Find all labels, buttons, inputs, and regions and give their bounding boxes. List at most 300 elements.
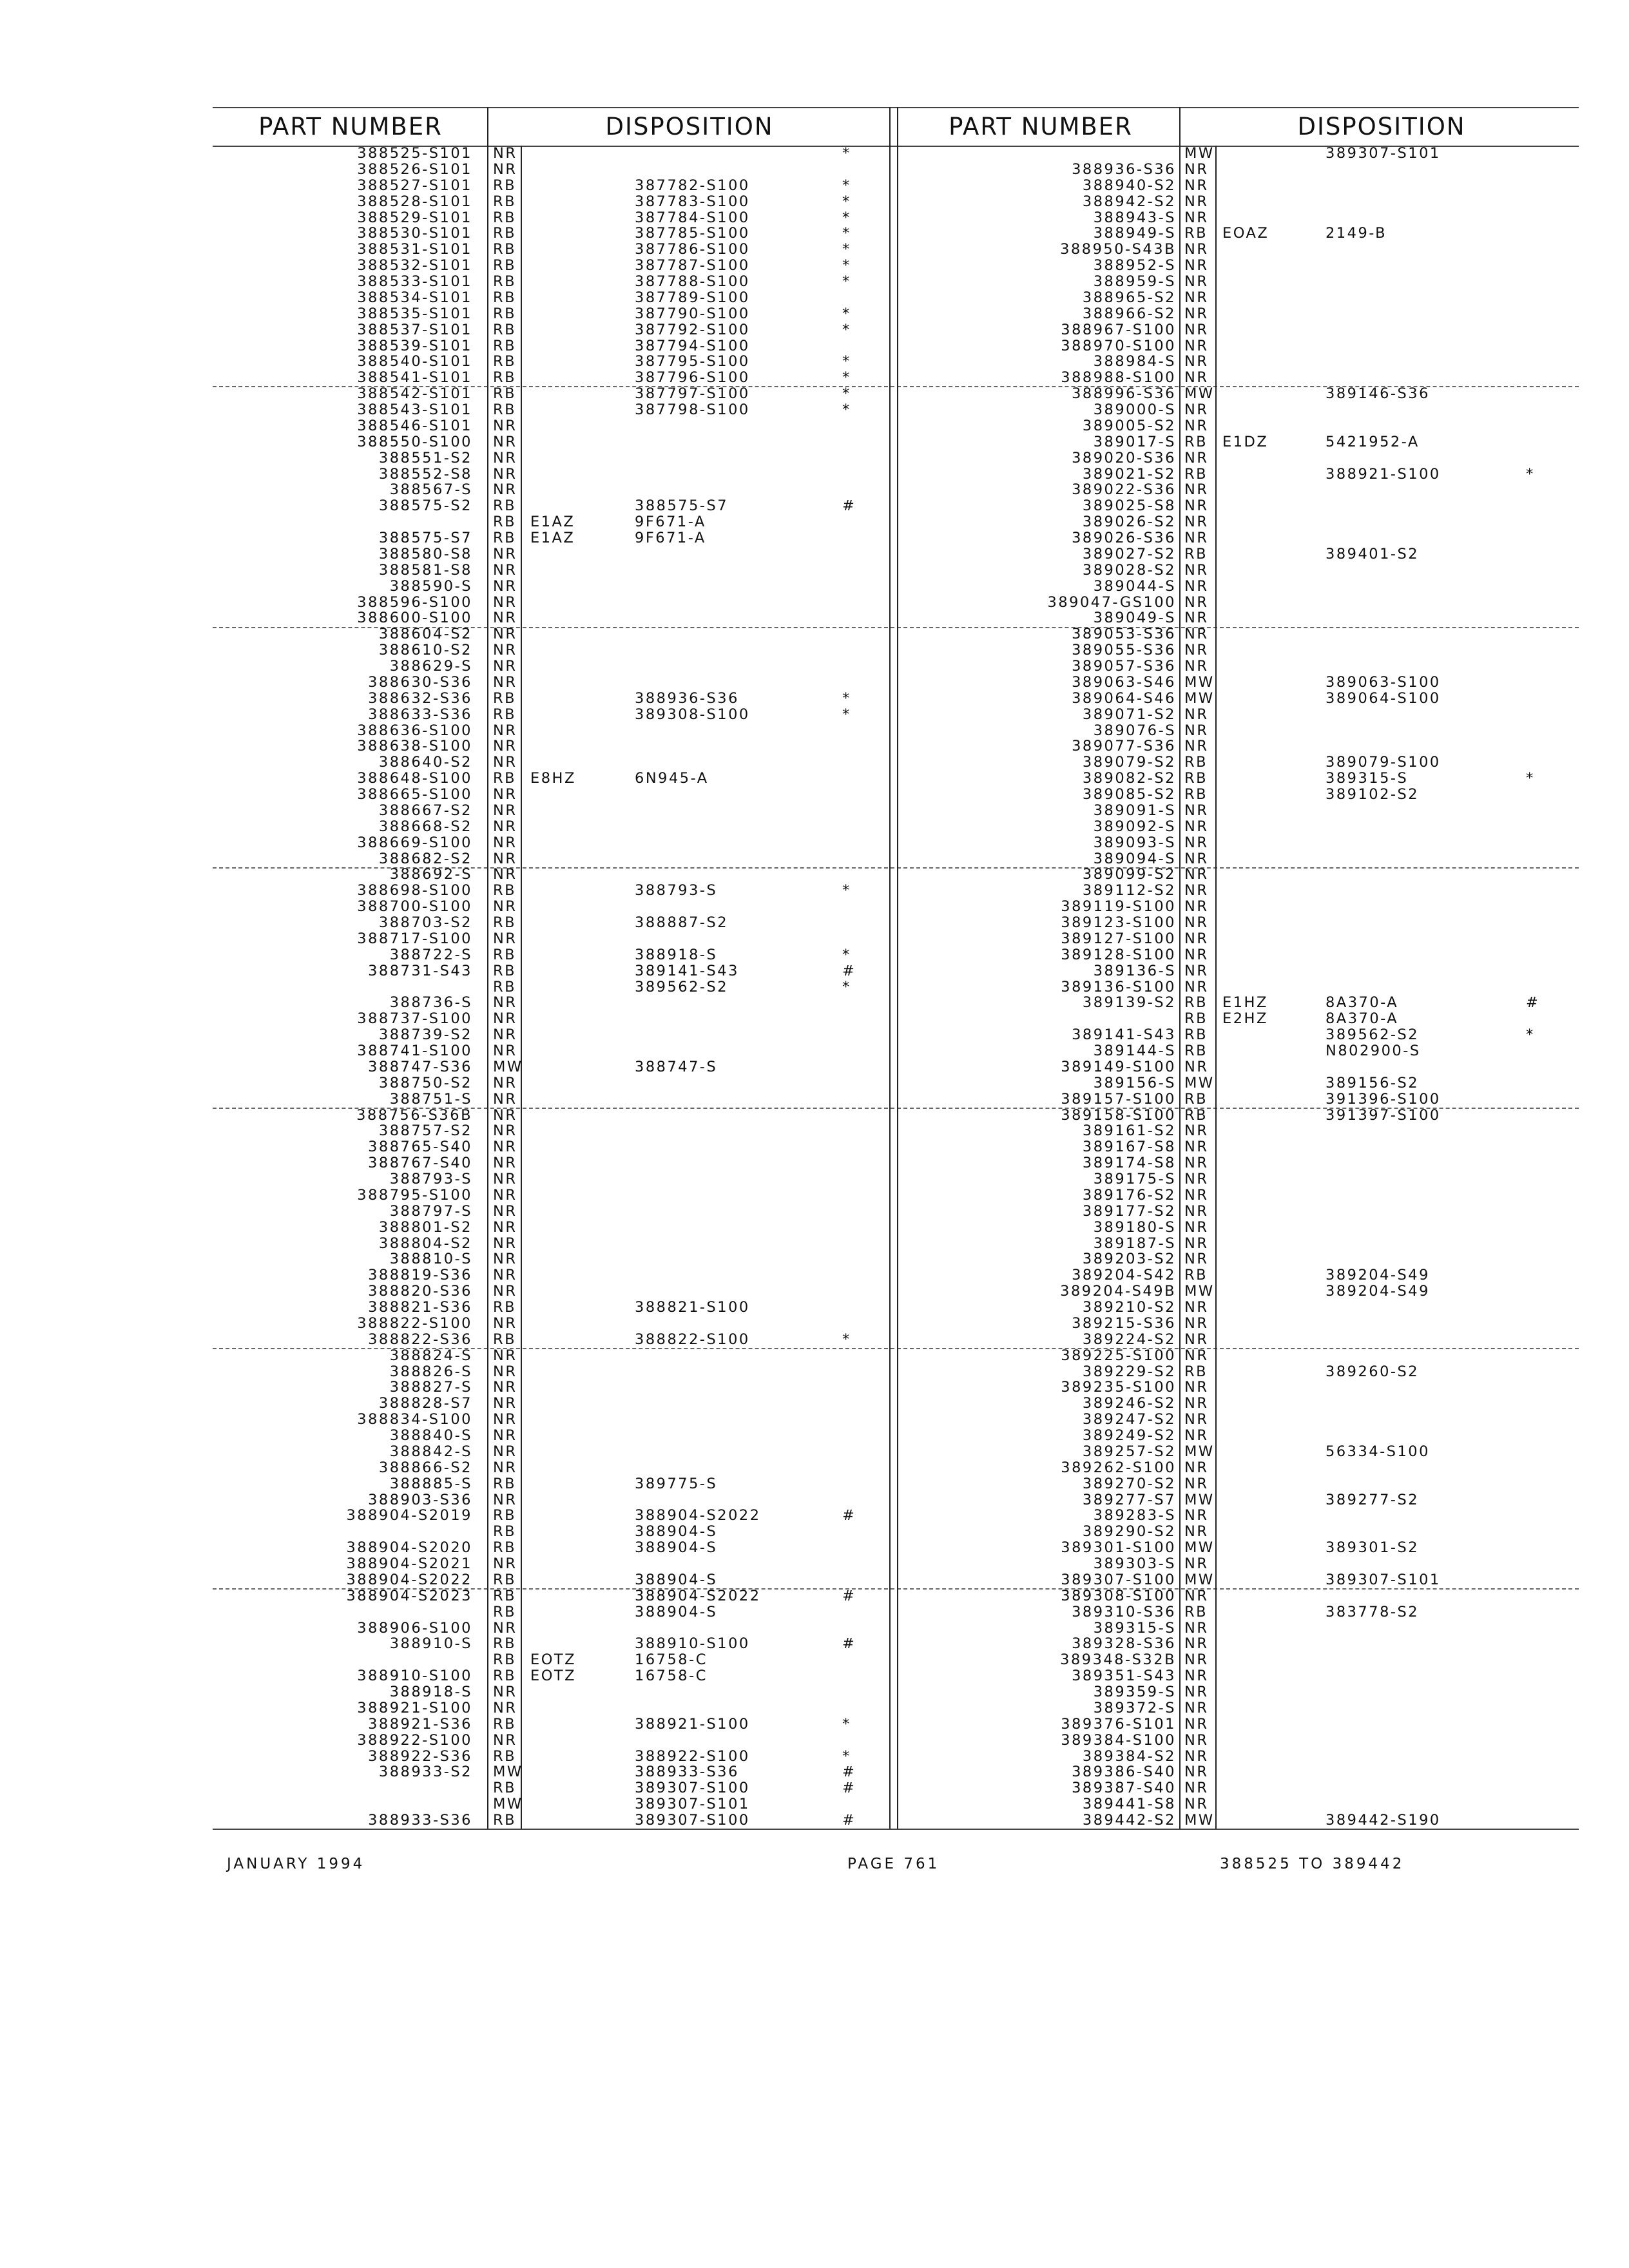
disposition-type-cell: RB: [1184, 1603, 1208, 1620]
disposition-type-cell: RB: [1184, 1010, 1208, 1028]
part-number-cell: 388828-S7: [378, 1395, 472, 1412]
note-mark-cell: #: [842, 962, 856, 979]
replacement-part-cell: 16758-C: [635, 1651, 708, 1669]
disposition-type-cell: RB: [493, 321, 517, 338]
table-row: [0, 194, 1629, 210]
disposition-type-cell: MW: [1184, 1443, 1215, 1460]
part-number-cell: 388885-S: [389, 1475, 472, 1492]
part-number-cell: 389027-S2: [1082, 545, 1176, 562]
replacement-part-cell: 387783-S100: [635, 193, 750, 210]
disposition-type-cell: NR: [1184, 577, 1209, 595]
disposition-type-cell: MW: [1184, 1074, 1215, 1091]
note-mark-cell: *: [842, 689, 851, 707]
disposition-type-cell: NR: [493, 1314, 517, 1332]
disposition-type-cell: NR: [1184, 1251, 1209, 1268]
table-row: [0, 691, 1629, 707]
disposition-type-cell: NR: [1184, 273, 1209, 290]
table-row: [0, 290, 1629, 306]
disposition-type-cell: RB: [493, 385, 517, 403]
disposition-type-cell: NR: [1184, 417, 1209, 434]
part-number-cell: 389307-S100: [1061, 1571, 1176, 1588]
disposition-type-cell: NR: [493, 1155, 517, 1172]
part-number-cell: 389094-S: [1093, 850, 1176, 867]
disposition-type-cell: NR: [1184, 722, 1209, 739]
replacement-part-cell: 387798-S100: [635, 401, 750, 418]
replacement-part-cell: 388747-S: [635, 1058, 718, 1075]
note-mark-cell: #: [1526, 994, 1540, 1012]
disposition-type-cell: NR: [493, 1122, 517, 1140]
part-number-cell: 388737-S100: [357, 1010, 472, 1028]
right-part-number-header: PART NUMBER: [949, 112, 1133, 140]
replacement-part-cell: 391396-S100: [1325, 1090, 1441, 1108]
note-mark-cell: #: [842, 1507, 856, 1524]
part-number-cell: 388736-S: [389, 994, 472, 1012]
disposition-type-cell: RB: [1184, 770, 1208, 787]
disposition-type-cell: NR: [493, 1171, 517, 1187]
disposition-type-cell: NR: [493, 930, 517, 947]
part-number-cell: 389204-S42: [1072, 1267, 1176, 1284]
table-row: [0, 1508, 1629, 1524]
replacement-part-cell: 387782-S100: [635, 177, 750, 194]
part-number-cell: 389384-S2: [1082, 1747, 1176, 1765]
part-number-cell: 388822-S36: [368, 1331, 472, 1348]
part-number-cell: 389092-S: [1093, 818, 1176, 835]
part-number-cell: 389091-S: [1093, 802, 1176, 819]
note-mark-cell: #: [842, 1763, 856, 1781]
note-mark-cell: *: [842, 305, 851, 322]
part-number-cell: 389044-S: [1093, 577, 1176, 595]
disposition-type-cell: NR: [493, 1106, 517, 1124]
part-number-cell: 389187-S: [1093, 1235, 1176, 1252]
disposition-type-cell: RB: [493, 1603, 517, 1620]
part-number-cell: 389176-S2: [1082, 1186, 1176, 1204]
part-number-cell: 389229-S2: [1082, 1363, 1176, 1380]
table-row: [0, 1780, 1629, 1796]
table-row: [0, 610, 1629, 626]
disposition-type-cell: NR: [493, 1427, 517, 1444]
part-number-cell: 389386-S40: [1072, 1763, 1176, 1781]
part-number-cell: 389141-S43: [1072, 1026, 1176, 1044]
replacement-part-cell: 387784-S100: [635, 209, 750, 226]
table-row: [0, 1396, 1629, 1412]
replacement-part-cell: 389063-S100: [1325, 673, 1441, 691]
disposition-type-cell: NR: [493, 658, 517, 675]
disposition-type-cell: NR: [493, 145, 517, 162]
table-row: [0, 915, 1629, 931]
disposition-type-cell: RB: [1184, 1363, 1208, 1380]
part-number-cell: 388527-S101: [357, 177, 472, 194]
part-number-cell: 389246-S2: [1082, 1395, 1176, 1412]
part-number-cell: 389308-S100: [1061, 1587, 1176, 1604]
part-number-cell: 388546-S101: [357, 417, 472, 434]
table-row: [0, 819, 1629, 835]
disposition-type-cell: NR: [1184, 930, 1209, 947]
part-number-cell: 389139-S2: [1082, 994, 1176, 1012]
part-number-cell: 389175-S: [1093, 1171, 1176, 1187]
note-mark-cell: *: [1526, 770, 1535, 787]
replacement-part-cell: 56334-S100: [1325, 1443, 1430, 1460]
part-number-cell: 389359-S: [1093, 1684, 1176, 1700]
disposition-type-cell: NR: [493, 1731, 517, 1749]
table-row: [0, 162, 1629, 178]
part-number-cell: 389387-S40: [1072, 1780, 1176, 1797]
replacement-part-cell: 8A370-A: [1325, 1010, 1399, 1028]
disposition-type-cell: NR: [493, 818, 517, 835]
part-number-cell: 389177-S2: [1082, 1202, 1176, 1220]
disposition-type-cell: NR: [493, 1026, 517, 1044]
table-row: [0, 738, 1629, 754]
disposition-type-cell: RB: [493, 770, 517, 787]
part-number-cell: 388539-S101: [357, 337, 472, 354]
part-number-cell: 388632-S36: [368, 689, 472, 707]
replacement-part-cell: 389307-S101: [1325, 145, 1441, 162]
disposition-type-cell: NR: [1184, 962, 1209, 979]
disposition-type-cell: NR: [1184, 1171, 1209, 1187]
disposition-type-cell: RB: [493, 1475, 517, 1492]
disposition-type-cell: RB: [1184, 786, 1208, 803]
disposition-type-cell: RB: [493, 1571, 517, 1588]
part-number-cell: 389247-S2: [1082, 1411, 1176, 1428]
disposition-type-cell: RB: [1184, 994, 1208, 1012]
replacement-part-cell: 389156-S2: [1325, 1074, 1420, 1091]
part-number-cell: 388921-S36: [368, 1715, 472, 1733]
replacement-part-cell: 388904-S: [635, 1539, 718, 1557]
disposition-type-cell: RB: [493, 1587, 517, 1604]
disposition-type-cell: NR: [1184, 1186, 1209, 1204]
disposition-type-cell: NR: [493, 1347, 517, 1364]
disposition-type-cell: NR: [493, 626, 517, 643]
disposition-type-cell: NR: [493, 1090, 517, 1108]
note-mark-cell: *: [842, 321, 851, 338]
disposition-type-cell: NR: [1184, 1507, 1209, 1524]
disposition-type-cell: RB: [493, 193, 517, 210]
part-number-cell: 388596-S100: [357, 593, 472, 611]
disposition-type-cell: RB: [493, 209, 517, 226]
part-number-cell: 388940-S2: [1082, 177, 1176, 194]
disposition-type-cell: RB: [493, 225, 517, 242]
replacement-part-cell: 389307-S100: [635, 1812, 750, 1829]
part-number-cell: 389025-S8: [1082, 497, 1176, 515]
part-number-cell: 388722-S: [389, 946, 472, 963]
disposition-type-cell: NR: [493, 545, 517, 562]
table-row: [0, 1476, 1629, 1492]
disposition-type-cell: RB: [493, 689, 517, 707]
note-mark-cell: *: [842, 706, 851, 723]
disposition-code-cell: EOAZ: [1222, 225, 1269, 242]
table-row: [0, 1123, 1629, 1139]
replacement-part-cell: 388933-S36: [635, 1763, 739, 1781]
disposition-type-cell: RB: [1184, 225, 1208, 242]
disposition-type-cell: NR: [1184, 1299, 1209, 1316]
disposition-type-cell: NR: [493, 1459, 517, 1476]
table-row: [0, 595, 1629, 611]
part-number-cell: 388551-S2: [378, 449, 472, 466]
table-row: [0, 1364, 1629, 1380]
replacement-part-cell: 389315-S: [1325, 770, 1409, 787]
disposition-type-cell: NR: [493, 1411, 517, 1428]
disposition-type-cell: RB: [493, 337, 517, 354]
disposition-code-cell: E8HZ: [530, 770, 576, 787]
part-number-cell: 388804-S2: [378, 1235, 472, 1252]
disposition-type-cell: NR: [1184, 1796, 1209, 1813]
part-number-cell: 389079-S2: [1082, 754, 1176, 771]
replacement-part-cell: 389277-S2: [1325, 1491, 1420, 1508]
disposition-type-cell: NR: [1184, 593, 1209, 611]
part-number-cell: 389055-S36: [1072, 642, 1176, 659]
part-number-cell: 388921-S100: [357, 1699, 472, 1716]
table-row: [0, 803, 1629, 819]
right-disposition-header: DISPOSITION: [1297, 112, 1466, 140]
disposition-type-cell: NR: [1184, 818, 1209, 835]
table-row: [0, 1636, 1629, 1652]
part-number-cell: 389310-S36: [1072, 1603, 1176, 1620]
part-number-cell: 388810-S: [389, 1251, 472, 1268]
table-row: [0, 226, 1629, 242]
disposition-type-cell: NR: [1184, 1347, 1209, 1364]
note-mark-cell: *: [842, 978, 851, 995]
replacement-part-cell: 388921-S100: [635, 1715, 750, 1733]
disposition-type-cell: RB: [1184, 754, 1208, 771]
disposition-type-cell: NR: [493, 1186, 517, 1204]
part-number-cell: 388949-S: [1093, 225, 1176, 242]
disposition-type-cell: NR: [1184, 1523, 1209, 1541]
part-number-cell: 389136-S100: [1061, 978, 1176, 995]
disposition-type-cell: NR: [493, 1267, 517, 1284]
part-number-cell: 388668-S2: [378, 818, 472, 835]
disposition-type-cell: NR: [1184, 1459, 1209, 1476]
part-number-cell: 388959-S: [1093, 273, 1176, 290]
disposition-type-cell: NR: [1184, 1731, 1209, 1749]
disposition-type-cell: RB: [493, 369, 517, 387]
replacement-part-cell: 389307-S101: [635, 1796, 750, 1813]
footer-date: JANUARY 1994: [227, 1856, 365, 1872]
table-row: [0, 1428, 1629, 1444]
disposition-type-cell: RB: [493, 1651, 517, 1669]
replacement-part-cell: 388921-S100: [1325, 465, 1441, 483]
disposition-type-cell: RB: [493, 1667, 517, 1685]
part-number-cell: 388933-S2: [378, 1763, 472, 1781]
table-row: [0, 1749, 1629, 1765]
disposition-type-cell: NR: [1184, 1395, 1209, 1412]
disposition-type-cell: RB: [1184, 545, 1208, 562]
part-number-cell: 388747-S36: [368, 1058, 472, 1075]
part-number-cell: 388824-S: [389, 1347, 472, 1364]
replacement-part-cell: 389775-S: [635, 1475, 718, 1492]
part-number-cell: 389082-S2: [1082, 770, 1176, 787]
disposition-type-cell: RB: [493, 914, 517, 931]
disposition-type-cell: RB: [1184, 465, 1208, 483]
table-row: [0, 210, 1629, 226]
disposition-code-cell: E1AZ: [530, 514, 575, 531]
table-row: [0, 1348, 1629, 1364]
table-row: [0, 338, 1629, 354]
table-row: [0, 1075, 1629, 1091]
disposition-type-cell: NR: [493, 1235, 517, 1252]
part-number-cell: 389149-S100: [1061, 1058, 1176, 1075]
disposition-type-cell: RB: [493, 353, 517, 370]
disposition-type-cell: RB: [493, 946, 517, 963]
disposition-type-cell: NR: [1184, 481, 1209, 499]
part-number-cell: 388525-S101: [357, 145, 472, 162]
part-number-cell: 389203-S2: [1082, 1251, 1176, 1268]
part-number-cell: 388904-S2020: [346, 1539, 472, 1557]
replacement-part-cell: 387788-S100: [635, 273, 750, 290]
replacement-part-cell: 16758-C: [635, 1667, 708, 1685]
part-number-cell: 389017-S: [1093, 433, 1176, 450]
disposition-type-cell: NR: [1184, 514, 1209, 531]
disposition-type-cell: MW: [1184, 673, 1215, 691]
disposition-type-cell: NR: [1184, 1684, 1209, 1700]
disposition-type-cell: MW: [493, 1763, 523, 1781]
part-number-cell: 388903-S36: [368, 1491, 472, 1508]
disposition-type-cell: NR: [1184, 160, 1209, 178]
table-row: [0, 1572, 1629, 1588]
note-mark-cell: #: [842, 1780, 856, 1797]
disposition-type-cell: NR: [1184, 978, 1209, 995]
part-number-cell: 388801-S2: [378, 1218, 472, 1236]
table-row: [0, 771, 1629, 787]
disposition-type-cell: NR: [493, 1043, 517, 1059]
disposition-type-cell: NR: [1184, 1331, 1209, 1348]
disposition-type-cell: MW: [1184, 689, 1215, 707]
part-number-cell: 389049-S: [1093, 610, 1176, 627]
note-mark-cell: *: [842, 257, 851, 274]
disposition-type-cell: NR: [493, 1684, 517, 1700]
part-number-cell: 388988-S100: [1061, 369, 1176, 387]
part-number-cell: 388984-S: [1093, 353, 1176, 370]
disposition-type-cell: NR: [1184, 914, 1209, 931]
disposition-type-cell: NR: [1184, 1122, 1209, 1140]
table-row: [0, 963, 1629, 979]
part-number-cell: 388531-S101: [357, 241, 472, 258]
replacement-part-cell: 388904-S2022: [635, 1507, 761, 1524]
part-number-cell: 389262-S100: [1061, 1459, 1176, 1476]
disposition-type-cell: NR: [493, 1363, 517, 1380]
disposition-type-cell: NR: [493, 1074, 517, 1091]
disposition-type-cell: RB: [493, 514, 517, 531]
replacement-part-cell: 389301-S2: [1325, 1539, 1420, 1557]
disposition-type-cell: NR: [1184, 209, 1209, 226]
part-number-cell: 389224-S2: [1082, 1331, 1176, 1348]
disposition-type-cell: RB: [493, 1635, 517, 1653]
disposition-type-cell: NR: [1184, 738, 1209, 755]
disposition-type-cell: NR: [1184, 1314, 1209, 1332]
part-number-cell: 388530-S101: [357, 225, 472, 242]
disposition-code-cell: E1AZ: [530, 530, 575, 546]
note-mark-cell: *: [842, 1715, 851, 1733]
part-number-cell: 388950-S43B: [1060, 241, 1176, 258]
disposition-type-cell: NR: [1184, 1379, 1209, 1396]
disposition-type-cell: NR: [493, 1491, 517, 1508]
part-number-cell: 389351-S43: [1072, 1667, 1176, 1685]
disposition-type-cell: NR: [1184, 289, 1209, 306]
disposition-type-cell: NR: [1184, 642, 1209, 659]
disposition-type-cell: NR: [493, 850, 517, 867]
replacement-part-cell: 388887-S2: [635, 914, 729, 931]
replacement-part-cell: 389562-S2: [1325, 1026, 1420, 1044]
disposition-type-cell: NR: [1184, 353, 1209, 370]
disposition-type-cell: NR: [1184, 658, 1209, 675]
part-number-cell: 388967-S100: [1061, 321, 1176, 338]
disposition-type-cell: RB: [493, 289, 517, 306]
replacement-part-cell: 388922-S100: [635, 1747, 750, 1765]
part-number-cell: 389157-S100: [1061, 1090, 1176, 1108]
part-number-cell: 388795-S100: [357, 1186, 472, 1204]
part-number-cell: 388904-S2023: [346, 1587, 472, 1604]
disposition-type-cell: NR: [493, 449, 517, 466]
replacement-part-cell: 383778-S2: [1325, 1603, 1420, 1620]
note-mark-cell: *: [842, 225, 851, 242]
disposition-code-cell: E2HZ: [1222, 1010, 1268, 1028]
part-number-cell: 388692-S: [389, 866, 472, 883]
replacement-part-cell: 9F671-A: [635, 530, 706, 546]
disposition-type-cell: MW: [1184, 385, 1215, 403]
disposition-type-cell: NR: [1184, 610, 1209, 627]
part-number-cell: 388542-S101: [357, 385, 472, 403]
part-number-cell: 389225-S100: [1061, 1347, 1176, 1364]
replacement-part-cell: 387792-S100: [635, 321, 750, 338]
disposition-type-cell: NR: [1184, 1155, 1209, 1172]
disposition-type-cell: NR: [493, 1010, 517, 1028]
disposition-type-cell: NR: [1184, 946, 1209, 963]
part-number-cell: 389022-S36: [1072, 481, 1176, 499]
part-number-cell: 389174-S8: [1082, 1155, 1176, 1172]
note-mark-cell: *: [842, 177, 851, 194]
disposition-type-cell: NR: [1184, 1635, 1209, 1653]
table-row: [0, 723, 1629, 739]
note-mark-cell: *: [1526, 465, 1535, 483]
note-mark-cell: *: [1526, 1026, 1535, 1044]
disposition-type-cell: NR: [493, 1395, 517, 1412]
part-number-cell: 388532-S101: [357, 257, 472, 274]
table-row: [0, 658, 1629, 675]
disposition-type-cell: NR: [493, 433, 517, 450]
part-number-cell: 388827-S: [389, 1379, 472, 1396]
part-number-cell: 389384-S100: [1061, 1731, 1176, 1749]
disposition-type-cell: NR: [1184, 1715, 1209, 1733]
replacement-part-cell: 389064-S100: [1325, 689, 1441, 707]
disposition-type-cell: NR: [493, 160, 517, 178]
part-number-cell: 388943-S: [1093, 209, 1176, 226]
part-number-cell: 389000-S: [1093, 401, 1176, 418]
disposition-type-cell: NR: [493, 1443, 517, 1460]
part-number-cell: 389301-S100: [1061, 1539, 1176, 1557]
part-number-cell: 389372-S: [1093, 1699, 1176, 1716]
replacement-part-cell: 389204-S49: [1325, 1283, 1430, 1300]
part-number-cell: 388526-S101: [357, 160, 472, 178]
part-number-cell: 389076-S: [1093, 722, 1176, 739]
part-number-cell: 389235-S100: [1061, 1379, 1176, 1396]
disposition-type-cell: NR: [1184, 401, 1209, 418]
replacement-part-cell: 388821-S100: [635, 1299, 750, 1316]
disposition-type-cell: MW: [1184, 1571, 1215, 1588]
part-number-cell: 389167-S8: [1082, 1139, 1176, 1156]
disposition-type-cell: RB: [493, 962, 517, 979]
note-mark-cell: #: [842, 497, 856, 515]
disposition-type-cell: NR: [493, 1555, 517, 1572]
part-number-cell: 389315-S: [1093, 1619, 1176, 1637]
part-number-cell: 388550-S100: [357, 433, 472, 450]
part-number-cell: 388952-S: [1093, 257, 1176, 274]
replacement-part-cell: 389146-S36: [1325, 385, 1430, 403]
disposition-type-cell: MW: [493, 1796, 523, 1813]
disposition-type-cell: NR: [1184, 177, 1209, 194]
disposition-type-cell: NR: [493, 1619, 517, 1637]
note-mark-cell: *: [842, 385, 851, 403]
disposition-type-cell: MW: [1184, 145, 1215, 162]
table-row: [0, 707, 1629, 723]
disposition-type-cell: NR: [1184, 337, 1209, 354]
